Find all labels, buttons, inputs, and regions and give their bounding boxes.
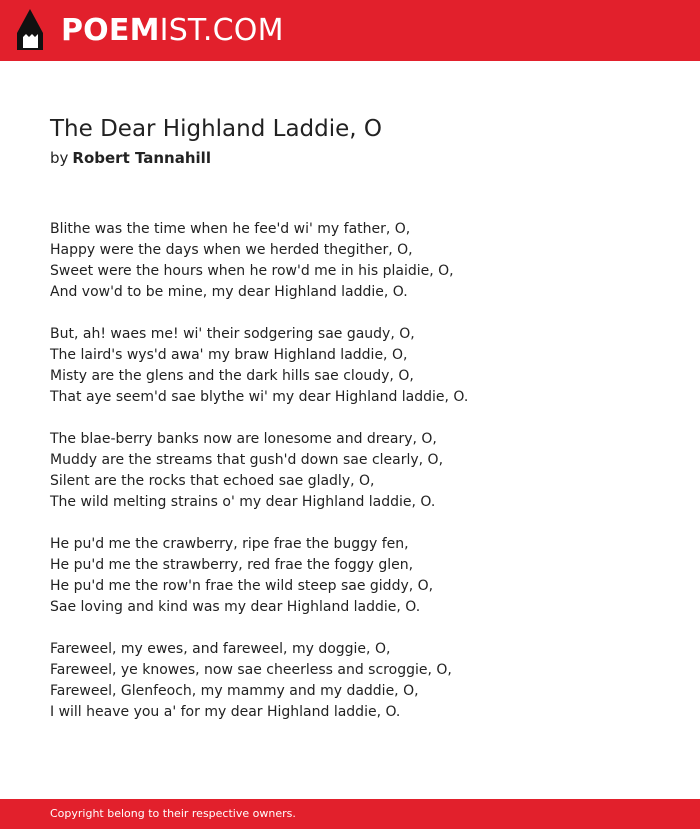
poem-author: Robert Tannahill — [72, 149, 211, 167]
stanza — [50, 429, 670, 513]
header-bar — [0, 0, 700, 61]
poem-line: The laird's wys'd awa' my braw Highland laddie, O, — [50, 347, 408, 363]
copyright-text: Copyright belong to their respective owners. — [50, 807, 296, 820]
poem-line: Sweet were the hours when he row'd me in his plaidie, O, — [50, 263, 454, 279]
poem-line: Muddy are the streams that gush'd down sae clearly, O, — [50, 452, 444, 468]
site-logo-text — [61, 9, 284, 53]
poem-title: The Dear Highland Laddie, O — [50, 116, 383, 142]
logo-brand-light: IST.COM — [159, 13, 284, 48]
pencil-icon — [16, 9, 44, 53]
stanza — [50, 534, 670, 618]
poem-line: Blithe was the time when he fee'd wi' my father, O, — [50, 221, 411, 237]
poem-byline — [50, 149, 211, 167]
stanza — [50, 324, 670, 408]
footer-bar — [0, 799, 700, 829]
poem-line: Fareweel, Glenfeoch, my mammy and my daddie, O, — [50, 683, 419, 699]
poem-line: Fareweel, ye knowes, now sae cheerless and scroggie, O, — [50, 662, 452, 678]
poem-line: That aye seem'd sae blythe wi' my dear Highland laddie, O. — [50, 389, 469, 405]
poem-line: Sae loving and kind was my dear Highland laddie, O. — [50, 599, 421, 615]
poem-line: Fareweel, my ewes, and fareweel, my doggie, O, — [50, 641, 391, 657]
poem-line: Misty are the glens and the dark hills sae cloudy, O, — [50, 368, 414, 384]
poem-line: Happy were the days when we herded thegither, O, — [50, 242, 413, 258]
by-label: by — [50, 149, 69, 167]
stanza — [50, 639, 670, 723]
poem-line: He pu'd me the crawberry, ripe frae the buggy fen, — [50, 536, 409, 552]
poem-line: Silent are the rocks that echoed sae gladly, O, — [50, 473, 375, 489]
poem-line: But, ah! waes me! wi' their sodgering sae gaudy, O, — [50, 326, 415, 342]
poem-line: The blae-berry banks now are lonesome and dreary, O, — [50, 431, 437, 447]
site-logo-link[interactable] — [16, 9, 284, 53]
stanza — [50, 219, 670, 303]
poem-line: He pu'd me the strawberry, red frae the foggy glen, — [50, 557, 414, 573]
poem-line: He pu'd me the row'n frae the wild steep sae giddy, O, — [50, 578, 434, 594]
poem-line: I will heave you a' for my dear Highland laddie, O. — [50, 704, 401, 720]
poem-body — [50, 219, 670, 744]
poem-line: The wild melting strains o' my dear Highland laddie, O. — [50, 494, 436, 510]
poem-line: And vow'd to be mine, my dear Highland laddie, O. — [50, 284, 408, 300]
logo-brand-bold: POEM — [61, 13, 160, 48]
